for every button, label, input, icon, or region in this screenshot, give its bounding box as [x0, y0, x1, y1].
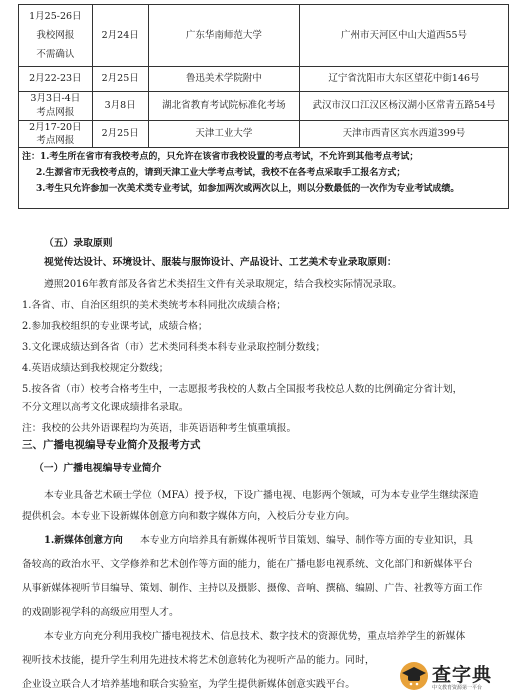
- table-cell-period: [19, 92, 93, 121]
- section-subheading: （一）广播电视编导专业简介: [34, 463, 162, 474]
- direction-text: 本专业方向培养具有新媒体视听节目策划、编导、制作等方面的专业知识，具: [139, 535, 474, 546]
- table-cell-date: 2月25日: [92, 121, 148, 148]
- paragraph-line: 备较高的政治水平、文学修养和艺术创作等方面的能力，能在广播电影电视系统、文化部门和新媒体平台: [22, 559, 473, 570]
- table-cell-period: [19, 121, 93, 148]
- table-cell-address: 天津市西青区宾水西道399号: [299, 121, 508, 148]
- watermark-subtitle: 中文教育资源第一平台: [432, 685, 483, 691]
- period-line: 1月25-26日 我校网报 不需确认: [29, 11, 82, 60]
- table-row: [19, 5, 509, 67]
- list-item: 3.文化课成绩达到各省（市）艺术类同科类本科专业录取控制分数线；: [22, 342, 326, 353]
- table-row: [19, 92, 509, 121]
- list-item: 不分文理以高考文化课成绩排名录取。: [22, 402, 189, 413]
- table-note-2: 2.生源省市无我校考点的，请到天津工业大学考点考试，我校不在各考点采取手工报名方式；: [36, 168, 406, 178]
- section-subheading: 视觉传达设计、环境设计、服装与服饰设计、产品设计、工艺美术专业录取原则：: [44, 257, 397, 268]
- table-cell-date: 2月25日: [92, 67, 148, 92]
- table-cell-address: 辽宁省沈阳市大东区望花中街146号: [299, 67, 508, 92]
- watermark-logo: [400, 660, 518, 696]
- table-cell-site: 湖北省教育考试院标准化考场: [148, 92, 299, 121]
- table-cell-address: 武汉市汉口江汉区杨汉湖小区常青五路54号: [299, 92, 508, 121]
- list-item: 2.参加我校组织的专业课考试，成绩合格；: [22, 321, 208, 332]
- paragraph-line: 提供机会。本专业下设新媒体创意方向和数字媒体方向，入校后分专业方向。: [22, 511, 356, 522]
- table-note-1: 注：1.考生所在省市有我校考点的，只允许在该省市我校设置的考点考试，不允许到其他考点考试；: [22, 152, 419, 162]
- table-cell-address: 广州市天河区中山大道西55号: [299, 5, 508, 67]
- table-note-3: 3.考生只允许参加一次美术类专业考试，如参加两次或两次以上，则以分数最低的一次作为专业考试成绩。: [36, 184, 460, 194]
- period-line: 2月17-20日 考点网报: [29, 122, 82, 146]
- table-cell-period: [19, 5, 93, 67]
- section-heading: （五）录取原则: [44, 238, 113, 249]
- paragraph-line: 的戏剧影视学科的高级应用型人才。: [22, 607, 179, 618]
- graduation-cap-icon: [400, 662, 428, 690]
- table-row: [19, 67, 509, 92]
- list-item: 5.按各省（市）校考合格考生中，一志愿报考我校的人数占全国报考我校总人数的比例确定分省计划，: [22, 384, 463, 395]
- table-notes-row: [19, 148, 509, 209]
- paragraph-line: 视听技术技能，提升学生利用先进技术将艺术创意转化为视听产品的能力。同时，: [22, 655, 375, 666]
- table-row: [19, 121, 509, 148]
- table-cell-site: 广东华南师范大学: [148, 5, 299, 67]
- period-line: 3月3日-4日 考点网报: [30, 93, 81, 118]
- table-cell-date: 3月8日: [92, 92, 148, 121]
- note-text: 注：我校的公共外语课程均为英语，非英语语种考生慎重填报。: [22, 423, 297, 434]
- table-notes: [19, 148, 509, 209]
- paragraph-line: [44, 534, 526, 547]
- list-item: 1.各省、市、自治区组织的美术类统考本科同批次成绩合格；: [22, 300, 287, 311]
- chapter-heading: 三、广播电视编导专业简介及报考方式: [22, 439, 201, 451]
- table-cell-site: 天津工业大学: [148, 121, 299, 148]
- list-item: 4.英语成绩达到我校规定分数线；: [22, 363, 169, 374]
- table-cell-site: 鲁迅美术学院附中: [148, 67, 299, 92]
- exam-site-table: [18, 4, 509, 209]
- paragraph-line: 本专业方向充分利用我校广播电视技术、信息技术、数字技术的资源优势，重点培养学生的新媒体: [44, 631, 466, 642]
- paragraph-line: 企业设立联合人才培养基地和联合实验室，为学生提供新媒体创意实践平台。: [22, 679, 356, 690]
- direction-lead: 1.新媒体创意方向: [44, 535, 123, 546]
- paragraph-line: 从事新媒体视听节目编导、策划、制作、主持以及摄影、摄像、音响、撰稿、编剧、广告、社教等方面工作: [22, 583, 483, 594]
- paragraph: 遵照2016年教育部及各省艺术类招生文件有关录取规定，结合我校实际情况录取。: [44, 279, 403, 290]
- paragraph-line: 本专业具备艺术硕士学位（MFA）授予权，下设广播电视、电影两个领域，可为本专业学生继续深造: [44, 490, 479, 501]
- table-cell-period: 2月22-23日: [19, 67, 93, 92]
- table-cell-date: 2月24日: [92, 5, 148, 67]
- watermark-name: 查字典: [432, 664, 493, 686]
